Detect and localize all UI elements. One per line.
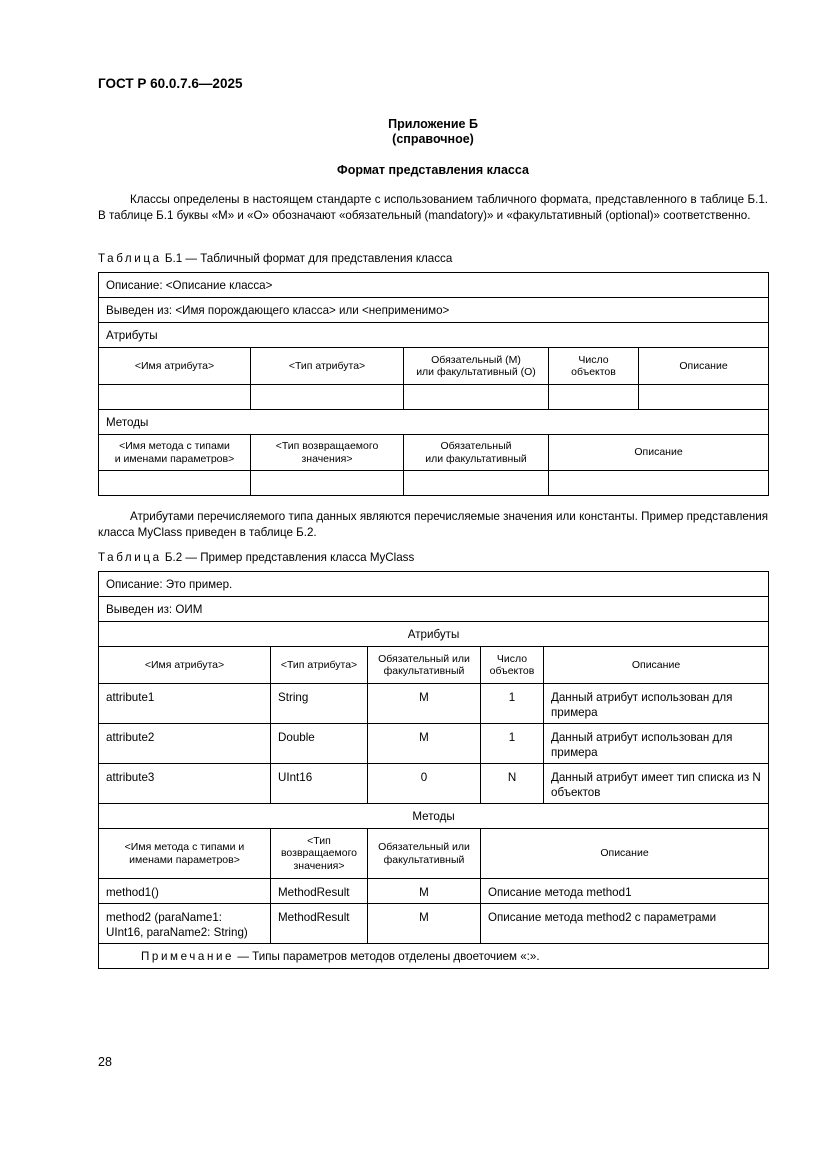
t1-method-header: <Имя метода с типами и именами параметров> (99, 435, 251, 471)
t2-description-row: Описание: Это пример. (99, 572, 769, 597)
t2-attr-header: Обязательный или факультативный (368, 647, 481, 684)
t1-methods-label: Методы (99, 410, 769, 435)
t1-attributes-label: Атрибуты (99, 323, 769, 348)
note-text: — Типы параметров методов отделены двоеточием «:». (234, 949, 540, 963)
t1-attr-header: Число объектов (549, 348, 639, 385)
t1-method-header: <Тип возвращаемого значения> (251, 435, 404, 471)
t2-method-row (99, 879, 769, 904)
attr-description-cell: Данный атрибут имеет тип списка из N объектов (544, 764, 769, 804)
t2-method-row (99, 904, 769, 944)
appendix-heading (98, 117, 768, 147)
attr-count-cell: 1 (481, 684, 544, 724)
attr-type-cell: Double (271, 724, 368, 764)
attr-count-cell: 1 (481, 724, 544, 764)
enum-text: Атрибутами перечисляемого типа данных являются перечисляемые значения или константы. Пример представления класса MyClass приведен в таблице Б.2. (98, 510, 768, 539)
section-title: Формат представления класса (337, 163, 529, 177)
t1-derived-row: Выведен из: <Имя порождающего класса> или <неприменимо> (99, 298, 769, 323)
method-mandatory-cell: M (368, 879, 481, 904)
attr-count-cell: N (481, 764, 544, 804)
attr-description-cell: Данный атрибут использован для примера (544, 724, 769, 764)
page-number: 28 (98, 1055, 112, 1069)
t2-attr-row (99, 684, 769, 724)
attr-mandatory-cell: 0 (368, 764, 481, 804)
t2-attr-header-row (99, 647, 769, 684)
t2-attributes-label: Атрибуты (99, 622, 769, 647)
t1-method-header-row (99, 435, 769, 471)
note-word: Примечание (141, 949, 235, 963)
t1-attr-header: <Тип атрибута> (251, 348, 404, 385)
intro-text: Классы определены в настоящем стандарте с использованием табличного формата, представленного в таблице Б.1. В таблице Б.1 буквы «М» и «О» обозначают «обязательный (mandatory)» и «факультативный (optional)» соответственно. (98, 193, 768, 222)
table1-caption-text: Б.1 — Табличный формат для представления класса (164, 252, 453, 265)
table2-caption-word: Таблица (98, 551, 162, 564)
attr-mandatory-cell: M (368, 724, 481, 764)
t2-attr-header: <Тип атрибута> (271, 647, 368, 684)
table2-caption-text: Б.2 — Пример представления класса MyClass (164, 551, 415, 564)
t2-method-header: Обязательный или факультативный (368, 829, 481, 879)
method-name-cell: method1() (99, 879, 271, 904)
t1-method-header: Описание (549, 435, 769, 471)
t2-attr-row (99, 764, 769, 804)
appendix-type: (справочное) (392, 132, 474, 146)
document-code: ГОСТ Р 60.0.7.6—2025 (98, 76, 243, 91)
intro-paragraph (98, 192, 768, 223)
t2-derived-row: Выведен из: ОИМ (99, 597, 769, 622)
t2-attr-header: <Имя атрибута> (99, 647, 271, 684)
enum-paragraph (98, 509, 768, 540)
t1-description-row: Описание: <Описание класса> (99, 273, 769, 298)
attr-type-cell: String (271, 684, 368, 724)
method-return-cell: MethodResult (271, 879, 368, 904)
method-name-cell: method2 (paraName1: UInt16, paraName2: String) (99, 904, 271, 944)
t1-attr-header: Обязательный (М) или факультативный (О) (404, 348, 549, 385)
t2-method-header: <Имя метода с типами и именами параметров> (99, 829, 271, 879)
method-return-cell: MethodResult (271, 904, 368, 944)
appendix-title: Приложение Б (388, 117, 478, 131)
t1-attr-empty-row (99, 385, 769, 410)
t1-attr-header-row (99, 348, 769, 385)
table2-caption (98, 551, 414, 564)
t2-attr-row (99, 724, 769, 764)
attr-description-cell: Данный атрибут использован для примера (544, 684, 769, 724)
t1-attr-header: Описание (639, 348, 769, 385)
table-myclass-example (98, 571, 769, 969)
t2-method-header-row (99, 829, 769, 879)
t1-method-empty-row (99, 471, 769, 496)
attr-type-cell: UInt16 (271, 764, 368, 804)
t2-method-header: <Тип возвращаемого значения> (271, 829, 368, 879)
attr-mandatory-cell: M (368, 684, 481, 724)
t2-method-header: Описание (481, 829, 769, 879)
method-description-cell: Описание метода method1 (481, 879, 769, 904)
t2-attr-header: Число объектов (481, 647, 544, 684)
attr-name-cell: attribute3 (99, 764, 271, 804)
attr-name-cell: attribute2 (99, 724, 271, 764)
method-mandatory-cell: M (368, 904, 481, 944)
table1-caption (98, 252, 452, 265)
table1-caption-word: Таблица (98, 252, 162, 265)
t1-method-header: Обязательный или факультативный (404, 435, 549, 471)
t2-attr-header: Описание (544, 647, 769, 684)
attr-name-cell: attribute1 (99, 684, 271, 724)
t2-methods-label: Методы (99, 804, 769, 829)
t1-attr-header: <Имя атрибута> (99, 348, 251, 385)
t2-note-row (99, 944, 769, 969)
method-description-cell: Описание метода method2 с параметрами (481, 904, 769, 944)
table-format-template (98, 272, 769, 496)
